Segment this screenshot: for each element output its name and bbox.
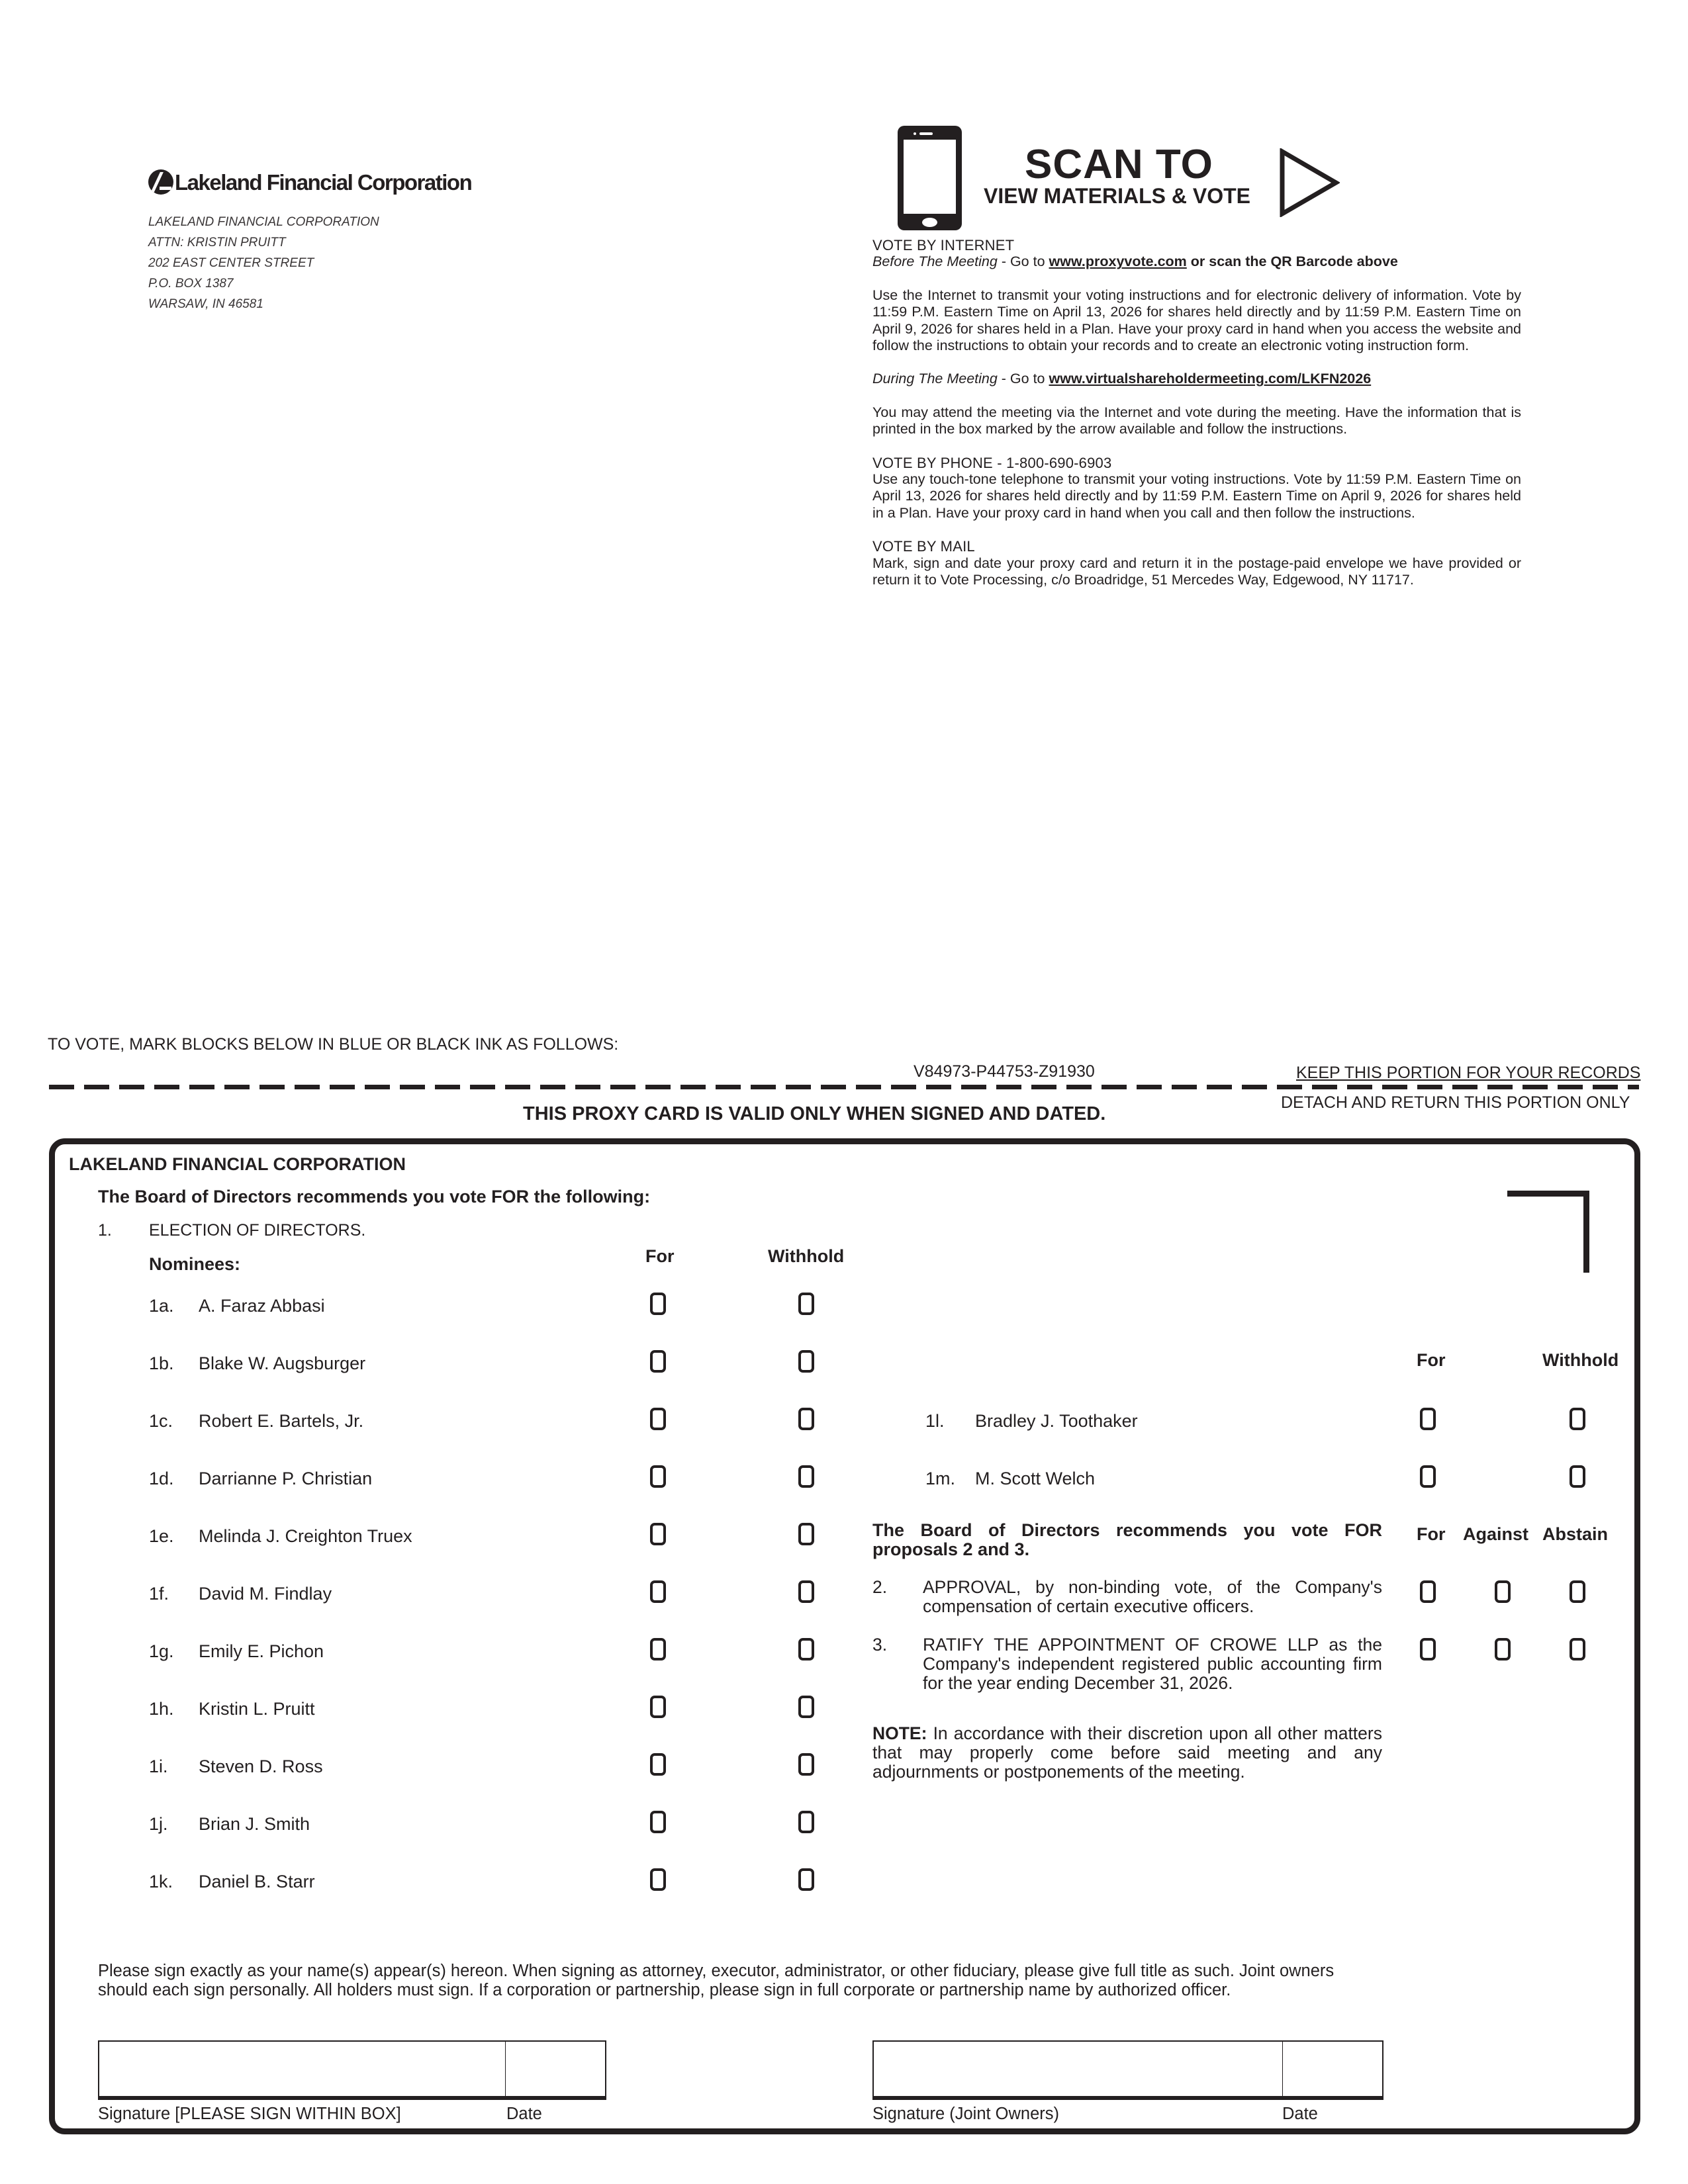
for-checkbox-1b[interactable] xyxy=(650,1350,666,1373)
address-line: WARSAW, IN 46581 xyxy=(148,297,263,311)
signature-box-primary xyxy=(98,2040,606,2100)
card-company-name: LAKELAND FINANCIAL CORPORATION xyxy=(69,1154,406,1174)
valid-notice: THIS PROXY CARD IS VALID ONLY WHEN SIGNED AND DATED. xyxy=(523,1103,1106,1124)
for-checkbox-1d[interactable] xyxy=(650,1465,666,1488)
for-checkbox-1m[interactable] xyxy=(1420,1465,1436,1488)
perforation-line xyxy=(49,1085,1639,1089)
withhold-checkbox-1m[interactable] xyxy=(1570,1465,1585,1488)
withhold-checkbox-1k[interactable] xyxy=(798,1868,814,1891)
for-checkbox-1k[interactable] xyxy=(650,1868,666,1891)
address-line: ATTN: KRISTIN PRUITT xyxy=(148,236,286,250)
for-checkbox-1g[interactable] xyxy=(650,1638,666,1661)
scan-subtitle: VIEW MATERIALS & VOTE xyxy=(984,184,1250,208)
address-line: 202 EAST CENTER STREET xyxy=(148,256,314,270)
nominees-heading: Nominees: xyxy=(149,1254,241,1274)
withhold-checkbox-1g[interactable] xyxy=(798,1638,814,1661)
play-arrow-icon xyxy=(1279,148,1340,217)
proposal-3: 3. RATIFY THE APPOINTMENT OF CROWE LLP as the Company's independent registered public accounting firm for the year ending December 31, 2026. xyxy=(872,1635,1382,1693)
withhold-checkbox-1i[interactable] xyxy=(798,1753,814,1776)
withhold-checkbox-1e[interactable] xyxy=(798,1523,814,1545)
column-for-header: For xyxy=(645,1246,675,1266)
joint-date-label: Date xyxy=(1282,2105,1318,2123)
for-checkbox-1l[interactable] xyxy=(1420,1408,1436,1430)
column-withhold-header: Withhold xyxy=(768,1246,845,1266)
column-withhold-header-2: Withhold xyxy=(1542,1350,1619,1370)
column-for-header-2: For xyxy=(1417,1350,1446,1370)
date-field[interactable] xyxy=(506,2042,605,2096)
vote-phone-body: Use any touch-tone telephone to transmit your voting instructions. Vote by 11:59 P.M. Eastern Time on April 13, 2026 for shares held directly and by 11:59 P.M. Eastern Time on April 9, 2026 for shares held in a Plan. Have your proxy card in hand when you call and then follow the instructions. xyxy=(872,471,1521,521)
logo-mark-icon xyxy=(148,169,173,195)
for-checkbox-3[interactable] xyxy=(1420,1638,1436,1661)
joint-signature-field[interactable] xyxy=(874,2042,1283,2096)
for-checkbox-1h[interactable] xyxy=(650,1696,666,1718)
for-checkbox-1f[interactable] xyxy=(650,1580,666,1603)
withhold-checkbox-1f[interactable] xyxy=(798,1580,814,1603)
return-address xyxy=(148,212,379,314)
vote-mail-body: Mark, sign and date your proxy card and return it in the postage-paid envelope we have provided or return it to Vote Processing, c/o Broadridge, 51 Mercedes Way, Edgewood, NY 11717. xyxy=(872,555,1521,588)
signature-label: Signature [PLEASE SIGN WITHIN BOX] xyxy=(98,2105,401,2123)
smartphone-icon xyxy=(898,126,962,230)
withhold-checkbox-1j[interactable] xyxy=(798,1811,814,1833)
withhold-checkbox-1d[interactable] xyxy=(798,1465,814,1488)
company-logo xyxy=(148,169,471,195)
withhold-checkbox-1h[interactable] xyxy=(798,1696,814,1718)
address-line: LAKELAND FINANCIAL CORPORATION xyxy=(148,215,379,229)
for-checkbox-1i[interactable] xyxy=(650,1753,666,1776)
against-checkbox-3[interactable] xyxy=(1495,1638,1511,1661)
virtual-meeting-link[interactable]: www.virtualshareholdermeeting.com/LKFN2026 xyxy=(1049,371,1372,387)
withhold-checkbox-1l[interactable] xyxy=(1570,1408,1585,1430)
registration-corner-mark xyxy=(1507,1191,1589,1273)
for-checkbox-1j[interactable] xyxy=(650,1811,666,1833)
for-checkbox-1e[interactable] xyxy=(650,1523,666,1545)
detach-portion-label: DETACH AND RETURN THIS PORTION ONLY xyxy=(1281,1093,1630,1112)
proposal-2: 2. APPROVAL, by non-binding vote, of the Company's compensation of certain executive officers. xyxy=(872,1577,1382,1616)
vote-internet-heading: VOTE BY INTERNET xyxy=(872,237,1015,253)
for-checkbox-2[interactable] xyxy=(1420,1580,1436,1603)
joint-signature-label: Signature (Joint Owners) xyxy=(872,2105,1060,2123)
date-label: Date xyxy=(506,2105,542,2123)
board-recommendation-1: The Board of Directors recommends you vote FOR the following: xyxy=(98,1187,651,1206)
board-recommendation-2: The Board of Directors recommends you vote FOR proposals 2 and 3. xyxy=(872,1520,1382,1559)
vote-internet-before: Before The Meeting - Go to www.proxyvote.com or scan the QR Barcode above xyxy=(872,253,1398,270)
vote-internet-during-body: You may attend the meeting via the Internet and vote during the meeting. Have the information that is printed in the box marked by the arrow available and follow the instructions. xyxy=(872,404,1521,437)
scan-title: SCAN TO xyxy=(1025,142,1213,187)
proposal-1-title: ELECTION OF DIRECTORS. xyxy=(149,1221,366,1240)
proxyvote-link[interactable]: www.proxyvote.com xyxy=(1049,253,1187,270)
signing-instructions: Please sign exactly as your name(s) appear(s) hereon. When signing as attorney, executor, administrator, or other fiduciary, please give full title as such. Joint owners should each sign personally. All holders must sign. If a corporation or partnership, please sign in full corporate or partnership name by authorized officer. xyxy=(98,1962,1335,1999)
joint-date-field[interactable] xyxy=(1283,2042,1382,2096)
logo-text: Lakeland Financial Corporation xyxy=(175,169,472,195)
address-line: P.O. BOX 1387 xyxy=(148,277,234,291)
abstain-checkbox-2[interactable] xyxy=(1570,1580,1585,1603)
withhold-checkbox-1c[interactable] xyxy=(798,1408,814,1430)
against-checkbox-2[interactable] xyxy=(1495,1580,1511,1603)
signature-box-joint xyxy=(872,2040,1383,2100)
vote-mail-heading: VOTE BY MAIL xyxy=(872,538,975,555)
signature-field[interactable] xyxy=(99,2042,506,2096)
withhold-checkbox-1a[interactable] xyxy=(798,1293,814,1315)
control-id: V84973-P44753-Z91930 xyxy=(914,1062,1095,1081)
column-against-header: Against xyxy=(1463,1524,1529,1544)
column-abstain-header: Abstain xyxy=(1542,1524,1609,1544)
withhold-checkbox-1b[interactable] xyxy=(798,1350,814,1373)
mark-instructions: TO VOTE, MARK BLOCKS BELOW IN BLUE OR BLACK INK AS FOLLOWS: xyxy=(48,1035,619,1054)
column-for-header-3: For xyxy=(1417,1524,1446,1544)
vote-internet-body: Use the Internet to transmit your voting instructions and for electronic delivery of information. Vote by 11:59 P.M. Eastern Time on April 13, 2026 for shares held directly and by 11:59 P.M. Eastern Time on April 9, 2026 for shares held in a Plan. Have your proxy card in hand when you access the website and follow the instructions to obtain your records and to create an electronic voting instruction form. xyxy=(872,287,1521,354)
voting-instructions xyxy=(872,237,1521,606)
proposal-1-number: 1. xyxy=(98,1221,112,1240)
for-checkbox-1c[interactable] xyxy=(650,1408,666,1430)
keep-portion-label: KEEP THIS PORTION FOR YOUR RECORDS xyxy=(1296,1064,1641,1082)
for-checkbox-1a[interactable] xyxy=(650,1293,666,1315)
vote-phone-heading: VOTE BY PHONE - 1-800-690-6903 xyxy=(872,454,1112,471)
vote-internet-during: During The Meeting - Go to www.virtualshareholdermeeting.com/LKFN2026 xyxy=(872,371,1372,387)
note-text: NOTE: In accordance with their discretion upon all other matters that may properly come before said meeting and any adjournments or postponements of the meeting. xyxy=(872,1723,1382,1782)
abstain-checkbox-3[interactable] xyxy=(1570,1638,1585,1661)
